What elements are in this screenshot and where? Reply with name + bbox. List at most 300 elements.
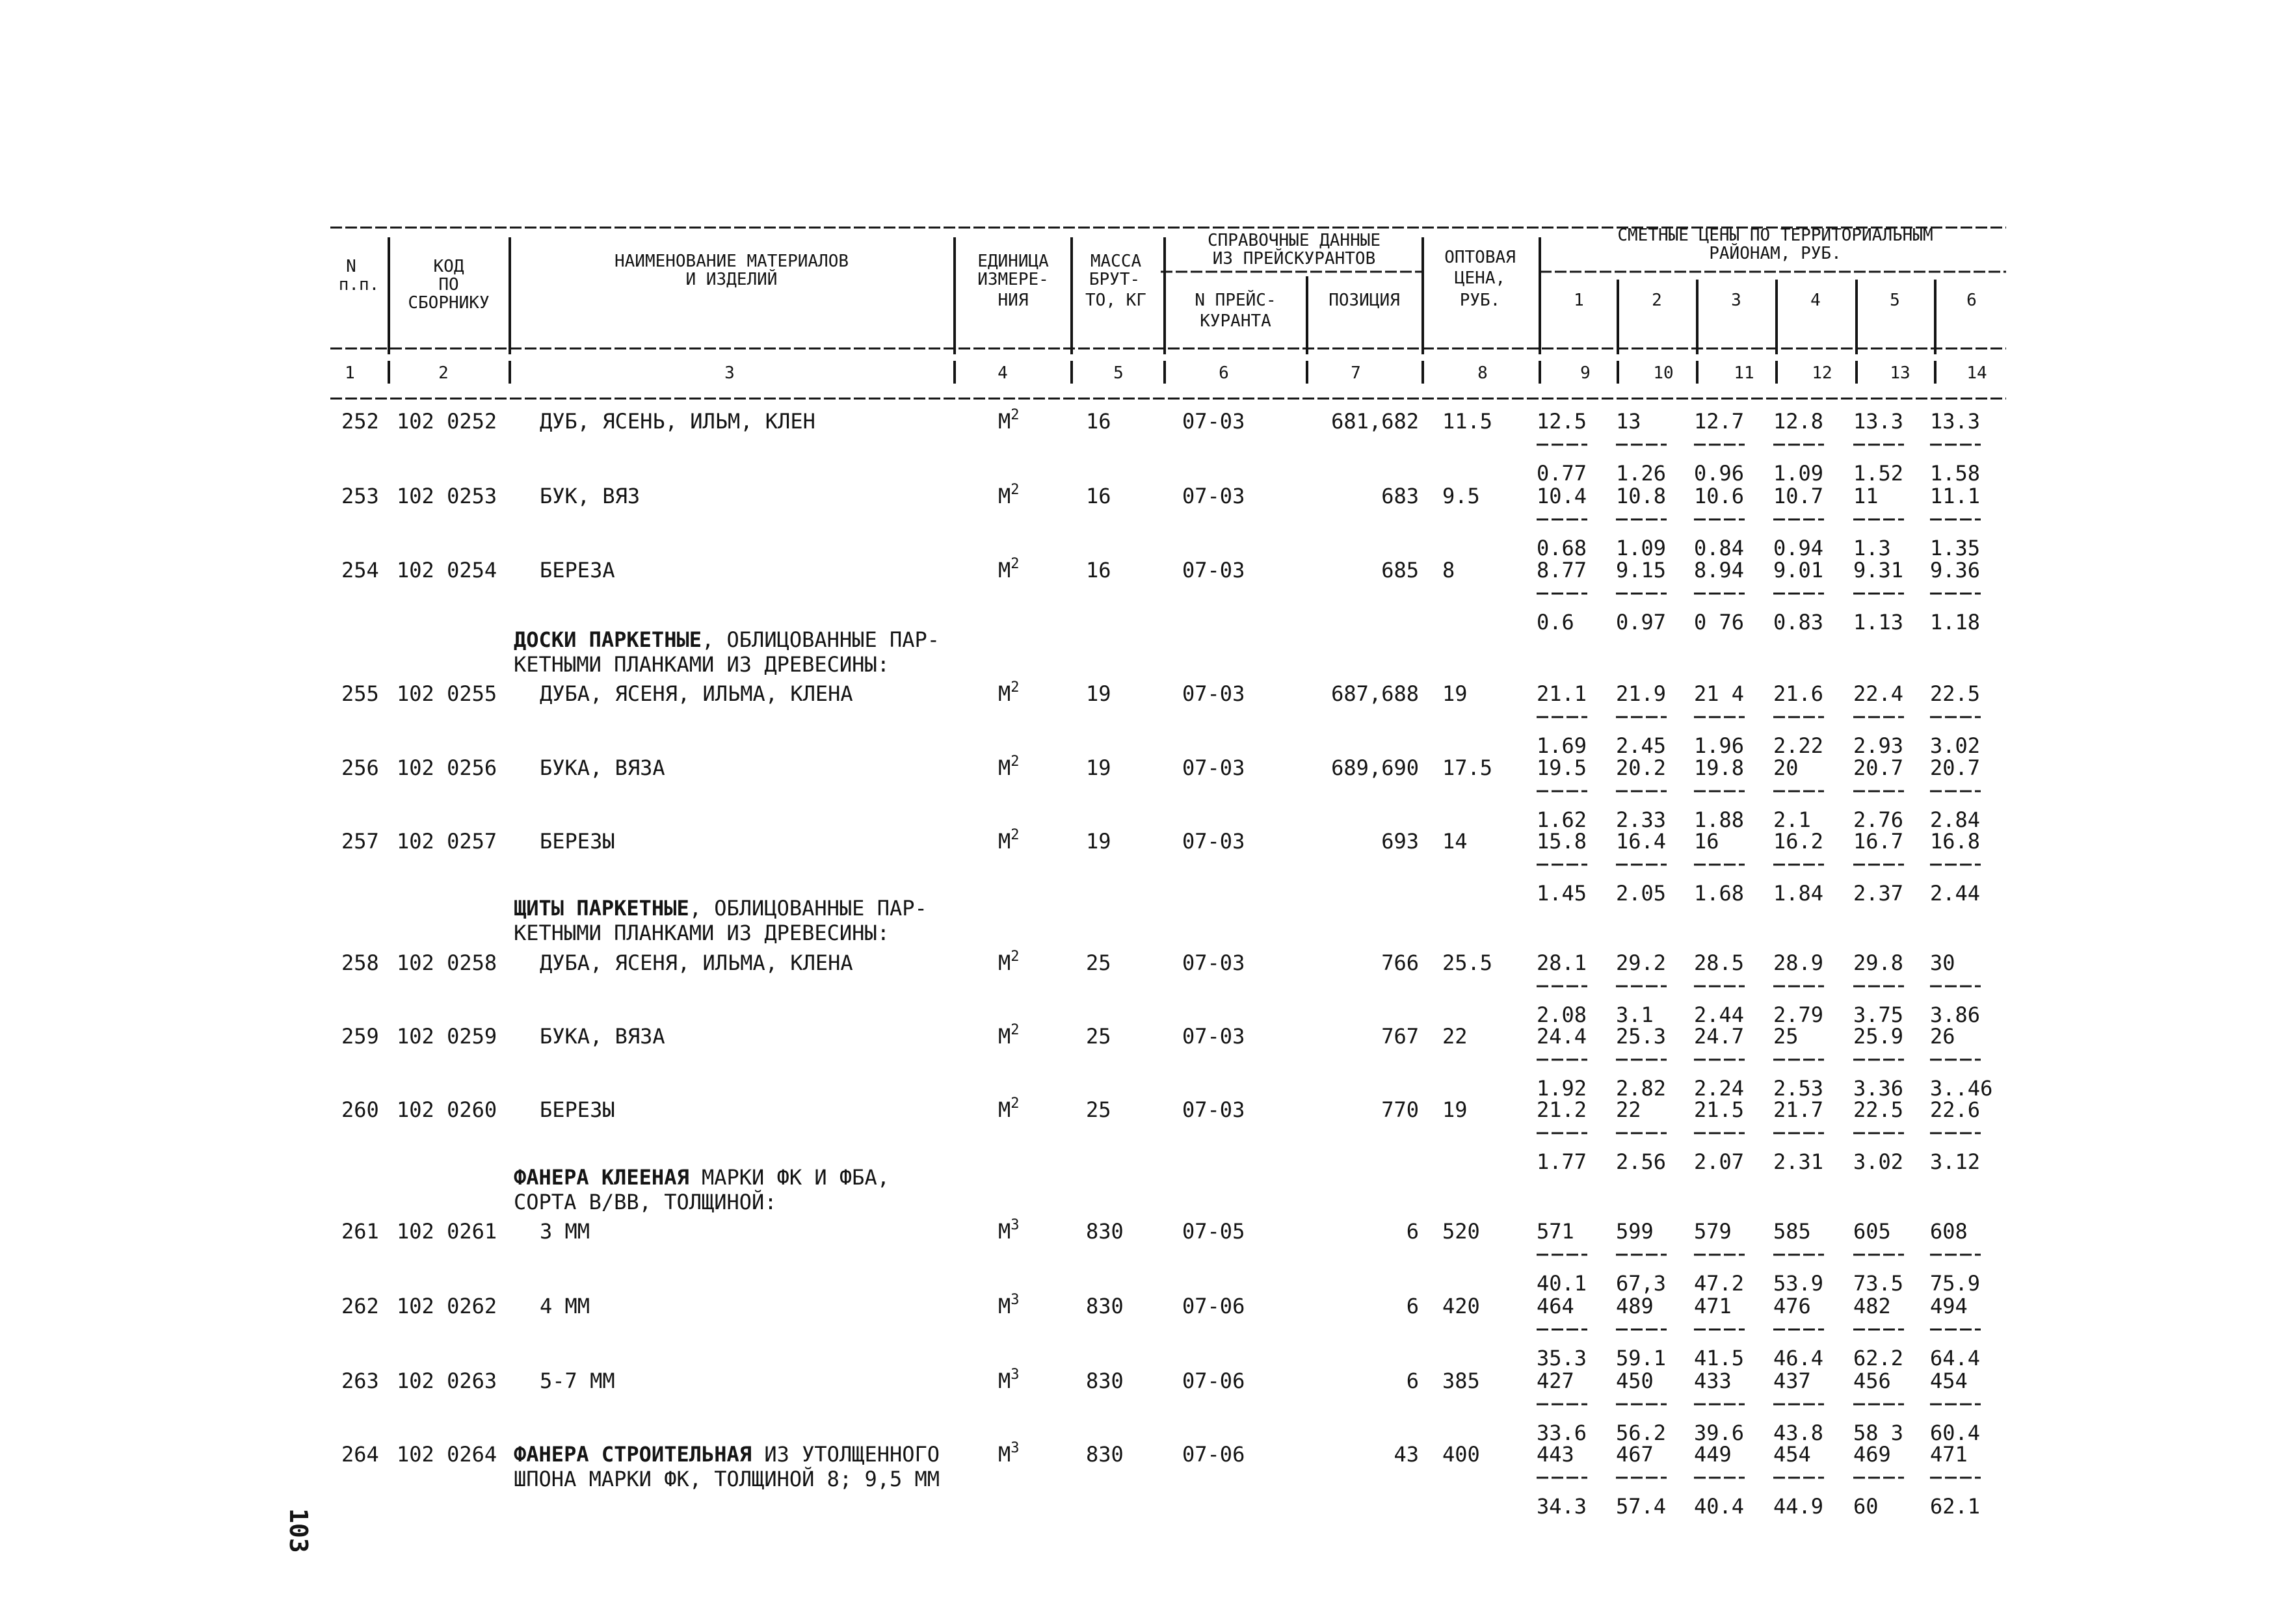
row-transport-cost: 0.68	[1537, 536, 1587, 560]
row-estimate-price: 24.7	[1694, 1024, 1745, 1049]
row-price-list: 07-03	[1182, 1024, 1245, 1049]
row-estimate-price: 13	[1616, 409, 1641, 434]
row-unit-exponent: 2	[1011, 753, 1020, 770]
header-col8-line1: ОПТОВАЯ	[1444, 248, 1516, 267]
row-unit-base: М	[998, 409, 1011, 434]
row-unit-exponent: 3	[1011, 1440, 1020, 1456]
row-transport-cost: 3.02	[1853, 1149, 1904, 1174]
row-estimate-price: 10.4	[1537, 484, 1587, 508]
row-transport-cost: 62.2	[1853, 1346, 1904, 1370]
row-transport-cost: 1.96	[1694, 733, 1745, 758]
row-estimate-price: 469	[1853, 1442, 1891, 1467]
row-position: 689,690	[1331, 755, 1419, 780]
row-transport-cost: 0.84	[1694, 536, 1745, 560]
row-price-list: 07-03	[1182, 558, 1245, 583]
row-estimate-price: 456	[1853, 1369, 1891, 1393]
table-row	[341, 1440, 1981, 1519]
row-transport-cost: 2.79	[1773, 1002, 1824, 1027]
header-col2-line3: СБОРНИКУ	[408, 293, 490, 313]
row-name: БУКА, ВЯЗА	[540, 755, 665, 780]
row-transport-cost: 2.05	[1616, 881, 1667, 906]
row-unit-base: М	[998, 1294, 1011, 1318]
header-region-1: 1	[1574, 291, 1584, 310]
row-wholesale-price: 19	[1442, 681, 1468, 706]
row-name	[514, 1442, 940, 1467]
header-prices-line1: СМЕТНЫЕ ЦЕНЫ ПО ТЕРРИТОРИАЛЬНЫМ	[1617, 226, 1933, 245]
row-transport-cost: 41.5	[1694, 1346, 1745, 1370]
row-transport-cost: 2.84	[1930, 807, 1981, 832]
row-transport-cost: 75.9	[1930, 1271, 1981, 1296]
row-estimate-price: 10.8	[1616, 484, 1667, 508]
row-mass: 16	[1086, 558, 1111, 583]
header-col-number-11: 11	[1734, 363, 1754, 383]
header-region-3: 3	[1731, 291, 1741, 310]
header-col8-line3: РУБ.	[1459, 291, 1501, 310]
row-transport-cost: 53.9	[1773, 1271, 1824, 1296]
row-estimate-price: 16.7	[1853, 829, 1904, 854]
row-name: БЕРЕЗА	[540, 558, 615, 583]
group-heading-line2: КЕТНЫМИ ПЛАНКАМИ ИЗ ДРЕВЕСИНЫ:	[514, 921, 890, 945]
row-wholesale-price: 25.5	[1442, 950, 1493, 975]
row-estimate-price: 471	[1930, 1442, 1968, 1467]
group-heading-rest: МАРКИ ФК И ФБА,	[689, 1165, 890, 1190]
row-unit	[998, 482, 1020, 508]
header-col-number-5: 5	[1113, 363, 1124, 383]
row-wholesale-price: 11.5	[1442, 409, 1493, 434]
header-col-number-4: 4	[998, 363, 1008, 383]
row-estimate-price: 21.9	[1616, 681, 1667, 706]
group-heading-bold: ДОСКИ ПАРКЕТНЫЕ	[514, 627, 702, 652]
row-estimate-price: 20.7	[1930, 755, 1981, 780]
header-col1-line2: п.п.	[338, 275, 380, 295]
table-row	[341, 1292, 1981, 1370]
header-col3-line2: И ИЗДЕЛИЙ	[685, 270, 778, 289]
row-wholesale-price: 22	[1442, 1024, 1468, 1049]
row-estimate-price: 450	[1616, 1369, 1654, 1393]
row-name: БУКА, ВЯЗА	[540, 1024, 665, 1049]
header-col-number-9: 9	[1580, 363, 1591, 383]
row-number: 259	[341, 1024, 379, 1049]
row-wholesale-price: 420	[1442, 1294, 1480, 1318]
row-unit-exponent: 2	[1011, 679, 1020, 696]
row-position: 685	[1381, 558, 1419, 583]
row-transport-cost: 0.83	[1773, 610, 1824, 635]
row-wholesale-price: 17.5	[1442, 755, 1493, 780]
table-row	[341, 482, 1981, 560]
header-col5-line2: БРУТ-	[1089, 270, 1141, 289]
row-estimate-price: 11.1	[1930, 484, 1981, 508]
row-estimate-price: 19.5	[1537, 755, 1587, 780]
row-mass: 19	[1086, 829, 1111, 854]
header-col7: ПОЗИЦИЯ	[1329, 291, 1400, 310]
row-transport-cost: 2.44	[1694, 1002, 1745, 1027]
row-transport-cost: 0.97	[1616, 610, 1667, 635]
row-estimate-price: 449	[1694, 1442, 1732, 1467]
row-transport-cost: 1.18	[1930, 610, 1981, 635]
row-position: 681,682	[1331, 409, 1419, 434]
row-estimate-price: 21.6	[1773, 681, 1824, 706]
row-estimate-price: 467	[1616, 1442, 1654, 1467]
row-transport-cost: 73.5	[1853, 1271, 1904, 1296]
row-estimate-price: 10.7	[1773, 484, 1824, 508]
row-mass: 19	[1086, 755, 1111, 780]
row-estimate-price: 28.1	[1537, 950, 1587, 975]
row-estimate-price: 16.2	[1773, 829, 1824, 854]
row-unit	[998, 753, 1020, 780]
header-region-6: 6	[1966, 291, 1977, 310]
row-transport-cost: 2.56	[1616, 1149, 1667, 1174]
row-position: 6	[1406, 1369, 1419, 1393]
row-code: 102 0260	[397, 1097, 497, 1122]
header-col2-line1: КОД	[433, 257, 464, 276]
row-unit-exponent: 2	[1011, 482, 1020, 498]
row-unit-exponent: 3	[1011, 1292, 1020, 1308]
row-transport-cost: 0 76	[1694, 610, 1745, 635]
row-name: 5-7 ММ	[540, 1369, 615, 1393]
group-heading-line2: КЕТНЫМИ ПЛАНКАМИ ИЗ ДРЕВЕСИНЫ:	[514, 652, 890, 677]
header-col-number-13: 13	[1890, 363, 1910, 383]
row-transport-cost: 2.33	[1616, 807, 1667, 832]
row-position: 693	[1381, 829, 1419, 854]
row-price-list: 07-03	[1182, 484, 1245, 508]
row-unit	[998, 407, 1020, 434]
row-transport-cost: 2.53	[1773, 1076, 1824, 1101]
row-unit-base: М	[998, 755, 1011, 780]
row-unit-exponent: 3	[1011, 1217, 1020, 1233]
row-transport-cost: 67,3	[1616, 1271, 1667, 1296]
row-transport-cost: 2.1	[1773, 807, 1811, 832]
row-estimate-price: 494	[1930, 1294, 1968, 1318]
row-name-line2: ШПОНА МАРКИ ФК, ТОЛЩИНОЙ 8; 9,5 ММ	[514, 1467, 940, 1491]
row-estimate-price: 464	[1537, 1294, 1574, 1318]
row-code: 102 0258	[397, 950, 497, 975]
row-transport-cost: 1.52	[1853, 461, 1904, 486]
row-transport-cost: 1.58	[1930, 461, 1981, 486]
row-name: БУК, ВЯЗ	[540, 484, 641, 508]
row-estimate-price: 12.7	[1694, 409, 1745, 434]
row-mass: 16	[1086, 409, 1111, 434]
row-unit	[998, 1217, 1020, 1244]
row-transport-cost: 3.1	[1616, 1002, 1654, 1027]
row-transport-cost: 3.86	[1930, 1002, 1981, 1027]
row-transport-cost: 1.09	[1773, 461, 1824, 486]
row-wholesale-price: 8	[1442, 558, 1455, 583]
row-estimate-price: 9.36	[1930, 558, 1981, 583]
row-estimate-price: 12.5	[1537, 409, 1587, 434]
row-estimate-price: 16.4	[1616, 829, 1667, 854]
row-name: 3 ММ	[540, 1219, 590, 1244]
row-transport-cost: 0.77	[1537, 461, 1587, 486]
table-header	[339, 226, 1987, 383]
row-name: БЕРЕЗЫ	[540, 829, 615, 854]
row-mass: 830	[1086, 1219, 1124, 1244]
row-mass: 19	[1086, 681, 1111, 706]
row-transport-cost: 1.69	[1537, 733, 1587, 758]
header-col4-line2: ИЗМЕРЕ-	[977, 270, 1049, 289]
row-estimate-price: 15.8	[1537, 829, 1587, 854]
row-number: 264	[341, 1442, 379, 1467]
row-unit	[998, 1095, 1020, 1122]
row-estimate-price: 21.2	[1537, 1097, 1587, 1122]
row-mass: 16	[1086, 484, 1111, 508]
row-mass: 830	[1086, 1294, 1124, 1318]
row-transport-cost: 57.4	[1616, 1494, 1667, 1519]
header-col6-line1: N ПРЕЙС-	[1195, 291, 1276, 310]
row-transport-cost: 34.3	[1537, 1494, 1587, 1519]
row-unit-base: М	[998, 484, 1011, 508]
row-estimate-price: 30	[1930, 950, 1955, 975]
row-price-list: 07-06	[1182, 1442, 1245, 1467]
row-estimate-price: 10.6	[1694, 484, 1745, 508]
row-name: ДУБА, ЯСЕНЯ, ИЛЬМА, КЛЕНА	[540, 681, 853, 706]
row-number: 255	[341, 681, 379, 706]
row-name: 4 ММ	[540, 1294, 590, 1318]
row-estimate-price: 437	[1773, 1369, 1811, 1393]
group-headings	[514, 627, 940, 1214]
header-col-number-14: 14	[1966, 363, 1987, 383]
header-region-2: 2	[1652, 291, 1662, 310]
row-price-list: 07-06	[1182, 1369, 1245, 1393]
row-estimate-price: 21 4	[1694, 681, 1745, 706]
row-transport-cost: 3.02	[1930, 733, 1981, 758]
row-number: 258	[341, 950, 379, 975]
row-estimate-price: 26	[1930, 1024, 1955, 1049]
row-position: 43	[1394, 1442, 1419, 1467]
row-estimate-price: 22.6	[1930, 1097, 1981, 1122]
row-transport-cost: 3.75	[1853, 1002, 1904, 1027]
row-estimate-price: 8.77	[1537, 558, 1587, 583]
group-heading-1	[514, 627, 940, 652]
row-estimate-price: 482	[1853, 1294, 1891, 1318]
row-estimate-price: 25	[1773, 1024, 1799, 1049]
row-number: 252	[341, 409, 379, 434]
row-estimate-price: 443	[1537, 1442, 1574, 1467]
row-unit-exponent: 3	[1011, 1367, 1020, 1383]
table-body	[341, 407, 1992, 1519]
header-col-number-3: 3	[724, 363, 735, 383]
row-unit-base: М	[998, 1024, 1011, 1049]
row-estimate-price: 28.9	[1773, 950, 1824, 975]
row-transport-cost: 1.68	[1694, 881, 1745, 906]
row-estimate-price: 21.5	[1694, 1097, 1745, 1122]
row-position: 767	[1381, 1024, 1419, 1049]
row-transport-cost: 33.6	[1537, 1421, 1587, 1445]
header-col3-line1: НАИМЕНОВАНИЕ МАТЕРИАЛОВ	[614, 252, 849, 271]
row-price-list: 07-03	[1182, 1097, 1245, 1122]
row-position: 683	[1381, 484, 1419, 508]
header-prices-line2: РАЙОНАМ, РУБ.	[1709, 244, 1842, 263]
header-col2-line2: ПО	[438, 275, 459, 295]
row-transport-cost: 59.1	[1616, 1346, 1667, 1370]
row-estimate-price: 433	[1694, 1369, 1732, 1393]
row-unit-exponent: 2	[1011, 556, 1020, 572]
group-heading-rest: , ОБЛИЦОВАННЫЕ ПАР-	[689, 896, 927, 921]
row-code: 102 0255	[397, 681, 497, 706]
row-code: 102 0261	[397, 1219, 497, 1244]
row-price-list: 07-03	[1182, 755, 1245, 780]
row-transport-cost: 2.93	[1853, 733, 1904, 758]
row-mass: 25	[1086, 1024, 1111, 1049]
row-estimate-price: 16	[1694, 829, 1719, 854]
row-transport-cost: 46.4	[1773, 1346, 1824, 1370]
row-transport-cost: 1.84	[1773, 881, 1824, 906]
header-col8-line2: ЦЕНА,	[1454, 268, 1506, 288]
row-estimate-price: 19.8	[1694, 755, 1745, 780]
row-unit	[998, 1367, 1020, 1393]
row-transport-cost: 1.09	[1616, 536, 1667, 560]
row-code: 102 0254	[397, 558, 497, 583]
row-transport-cost: 1.92	[1537, 1076, 1587, 1101]
row-transport-cost: 3.12	[1930, 1149, 1981, 1174]
row-unit	[998, 679, 1020, 706]
row-transport-cost: 60.4	[1930, 1421, 1981, 1445]
group-heading-rest: , ОБЛИЦОВАННЫЕ ПАР-	[701, 627, 940, 652]
row-code: 102 0253	[397, 484, 497, 508]
row-number: 254	[341, 558, 379, 583]
header-col-number-7: 7	[1351, 363, 1361, 383]
row-estimate-price: 579	[1694, 1219, 1732, 1244]
row-code: 102 0263	[397, 1369, 497, 1393]
row-code: 102 0264	[397, 1442, 497, 1467]
row-transport-cost: 64.4	[1930, 1346, 1981, 1370]
row-mass: 830	[1086, 1369, 1124, 1393]
group-heading-bold: ФАНЕРА КЛЕЕНАЯ	[514, 1165, 689, 1190]
header-col-number-12: 12	[1812, 363, 1832, 383]
row-unit-base: М	[998, 1219, 1011, 1244]
row-transport-cost: 2.07	[1694, 1149, 1745, 1174]
row-number: 261	[341, 1219, 379, 1244]
row-estimate-price: 20.2	[1616, 755, 1667, 780]
header-col5-line1: МАССА	[1090, 252, 1142, 271]
row-estimate-price: 471	[1694, 1294, 1732, 1318]
row-position: 687,688	[1331, 681, 1419, 706]
row-unit	[998, 1022, 1020, 1049]
row-mass: 25	[1086, 1097, 1111, 1122]
row-estimate-price: 489	[1616, 1294, 1654, 1318]
row-estimate-price: 9.31	[1853, 558, 1904, 583]
row-transport-cost: 44.9	[1773, 1494, 1824, 1519]
header-col6-line2: КУРАНТА	[1200, 311, 1271, 331]
row-wholesale-price: 400	[1442, 1442, 1480, 1467]
header-col-number-6: 6	[1219, 363, 1229, 383]
table-row	[341, 679, 1981, 758]
row-wholesale-price: 14	[1442, 829, 1468, 854]
header-col4-line1: ЕДИНИЦА	[977, 252, 1049, 271]
header-col-number-2: 2	[438, 363, 449, 383]
group-heading-line2: СОРТА В/ВВ, ТОЛЩИНОЙ:	[514, 1190, 777, 1214]
row-transport-cost: 47.2	[1694, 1271, 1745, 1296]
row-estimate-price: 24.4	[1537, 1024, 1587, 1049]
row-estimate-price: 605	[1853, 1219, 1891, 1244]
row-code: 102 0257	[397, 829, 497, 854]
row-unit-base: М	[998, 950, 1011, 975]
row-mass: 830	[1086, 1442, 1124, 1467]
row-unit-exponent: 2	[1011, 827, 1020, 843]
row-transport-cost: 0.96	[1694, 461, 1745, 486]
row-number: 260	[341, 1097, 379, 1122]
header-col-number-10: 10	[1653, 363, 1674, 383]
row-price-list: 07-03	[1182, 950, 1245, 975]
row-transport-cost: 1.45	[1537, 881, 1587, 906]
table-row	[341, 753, 1981, 832]
row-estimate-price: 9.01	[1773, 558, 1824, 583]
row-name: ДУБА, ЯСЕНЯ, ИЛЬМА, КЛЕНА	[540, 950, 853, 975]
row-price-list: 07-03	[1182, 681, 1245, 706]
row-code: 102 0262	[397, 1294, 497, 1318]
row-transport-cost: 2.76	[1853, 807, 1904, 832]
table-row	[341, 1022, 1992, 1101]
row-transport-cost: 1.13	[1853, 610, 1904, 635]
row-estimate-price: 25.3	[1616, 1024, 1667, 1049]
row-transport-cost: 2.44	[1930, 881, 1981, 906]
row-price-list: 07-05	[1182, 1219, 1245, 1244]
row-transport-cost: 2.82	[1616, 1076, 1667, 1101]
row-transport-cost: 1.77	[1537, 1149, 1587, 1174]
header-reference-line1: СПРАВОЧНЫЕ ДАННЫЕ	[1207, 231, 1381, 250]
row-unit	[998, 1440, 1020, 1467]
row-estimate-price: 22	[1616, 1097, 1641, 1122]
row-estimate-price: 13.3	[1930, 409, 1981, 434]
row-wholesale-price: 385	[1442, 1369, 1480, 1393]
row-estimate-price: 22.5	[1853, 1097, 1904, 1122]
row-estimate-price: 29.2	[1616, 950, 1667, 975]
header-col4-line3: НИЯ	[998, 291, 1029, 310]
header-col5-line3: ТО, КГ	[1085, 291, 1146, 310]
row-estimate-price: 8.94	[1694, 558, 1745, 583]
row-transport-cost: 58 3	[1853, 1421, 1904, 1445]
row-transport-cost: 1.35	[1930, 536, 1981, 560]
row-code: 102 0259	[397, 1024, 497, 1049]
header-region-4: 4	[1810, 291, 1821, 310]
row-unit-base: М	[998, 829, 1011, 854]
row-price-list: 07-03	[1182, 829, 1245, 854]
row-transport-cost: 0.94	[1773, 536, 1824, 560]
row-transport-cost: 1.88	[1694, 807, 1745, 832]
header-col1-line1: N	[346, 257, 356, 276]
row-position: 6	[1406, 1294, 1419, 1318]
row-position: 770	[1381, 1097, 1419, 1122]
table-row	[341, 1367, 1981, 1445]
row-estimate-price: 454	[1773, 1442, 1811, 1467]
row-transport-cost: 3..46	[1930, 1076, 1993, 1101]
row-estimate-price: 22.5	[1930, 681, 1981, 706]
row-transport-cost: 2.08	[1537, 1002, 1587, 1027]
row-estimate-price: 21.7	[1773, 1097, 1824, 1122]
row-transport-cost: 40.1	[1537, 1271, 1587, 1296]
row-unit-exponent: 2	[1011, 1022, 1020, 1038]
row-wholesale-price: 9.5	[1442, 484, 1480, 508]
row-mass: 25	[1086, 950, 1111, 975]
row-name-bold: ФАНЕРА СТРОИТЕЛЬНАЯ	[514, 1442, 752, 1467]
row-transport-cost: 56.2	[1616, 1421, 1667, 1445]
group-heading-3	[514, 1165, 890, 1190]
row-unit-base: М	[998, 1369, 1011, 1393]
row-name-rest: ИЗ УТОЛЩЕННОГО	[752, 1442, 940, 1467]
row-unit-base: М	[998, 1442, 1011, 1467]
row-position: 766	[1381, 950, 1419, 975]
header-reference-line2: ИЗ ПРЕЙСКУРАНТОВ	[1212, 249, 1376, 268]
row-transport-cost: 2.45	[1616, 733, 1667, 758]
row-estimate-price: 12.8	[1773, 409, 1824, 434]
page-number: 103	[284, 1508, 313, 1553]
table-row	[341, 1217, 1981, 1296]
row-unit-exponent: 2	[1011, 949, 1020, 965]
row-price-list: 07-03	[1182, 409, 1245, 434]
row-estimate-price: 454	[1930, 1369, 1968, 1393]
row-estimate-price: 22.4	[1853, 681, 1904, 706]
row-transport-cost: 40.4	[1694, 1494, 1745, 1519]
table-row	[341, 949, 1981, 1027]
